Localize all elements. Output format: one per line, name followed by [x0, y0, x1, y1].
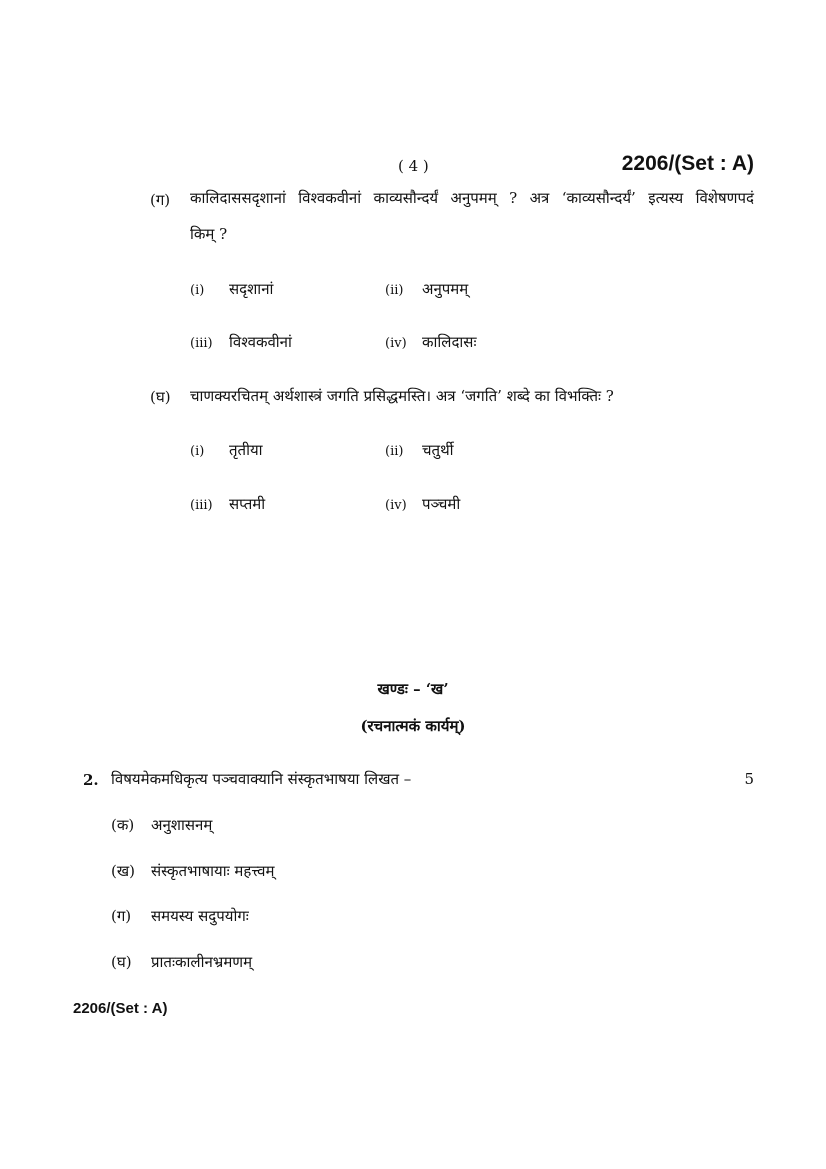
topic-text: समयस्य सदुपयोगः [151, 907, 249, 925]
paper-code-header: 2206/(Set : A) [621, 152, 754, 175]
topic-text: अनुशासनम् [151, 816, 213, 834]
option-text: सप्तमी [229, 495, 266, 513]
question-marks: 5 [744, 770, 754, 788]
option-number: (ii) [385, 283, 404, 298]
question-number: 2. [83, 771, 99, 789]
page-number: ( 4 ) [398, 157, 429, 175]
option-text: चतुर्थी [422, 441, 454, 459]
section-subheading: (रचनात्मकं कार्यम्) [360, 717, 466, 735]
option-text: कालिदासः [422, 333, 477, 351]
question-text: चाणक्यरचितम् अर्थशास्त्रं जगति प्रसिद्धमस्ति। अत्र ‘जगति’ शब्दे का विभक्तिः ? [190, 387, 614, 405]
option-text: सदृशानां [229, 280, 274, 298]
option-text: विश्वकवीनां [229, 333, 292, 351]
option-text: अनुपमम् [422, 280, 469, 298]
question-text: विषयमेकमधिकृत्य पञ्चवाक्यानि संस्कृतभाषया लिखत – [111, 770, 412, 788]
option-number: (i) [190, 283, 205, 298]
question-text-continued: किम् ? [190, 225, 228, 243]
topic-text: प्रातःकालीनभ्रमणम् [151, 953, 253, 971]
option-text: पञ्चमी [422, 495, 461, 513]
option-number: (iii) [190, 336, 213, 351]
option-number: (ii) [385, 444, 404, 459]
option-number: (iii) [190, 498, 213, 513]
topic-text: संस्कृतभाषायाः महत्त्वम् [151, 862, 275, 880]
option-number: (iv) [385, 336, 407, 351]
section-heading: खण्डः – ‘ख’ [377, 680, 449, 698]
question-text: कालिदाससदृशानां विश्वकवीनां काव्यसौन्दर्यं अनुपमम् ? अत्र ‘काव्यसौन्दर्यं’ इत्यस्य विशेषणपदं [190, 189, 754, 207]
option-text: तृतीया [229, 441, 263, 459]
question-label: (घ) [150, 388, 171, 406]
topic-label: (घ) [111, 953, 132, 971]
topic-label: (क) [111, 816, 135, 834]
topic-label: (ख) [111, 862, 135, 880]
option-number: (i) [190, 444, 205, 459]
question-label: (ग) [150, 191, 171, 209]
topic-label: (ग) [111, 907, 132, 925]
option-number: (iv) [385, 498, 407, 513]
paper-code-footer: 2206/(Set : A) [73, 1000, 168, 1017]
